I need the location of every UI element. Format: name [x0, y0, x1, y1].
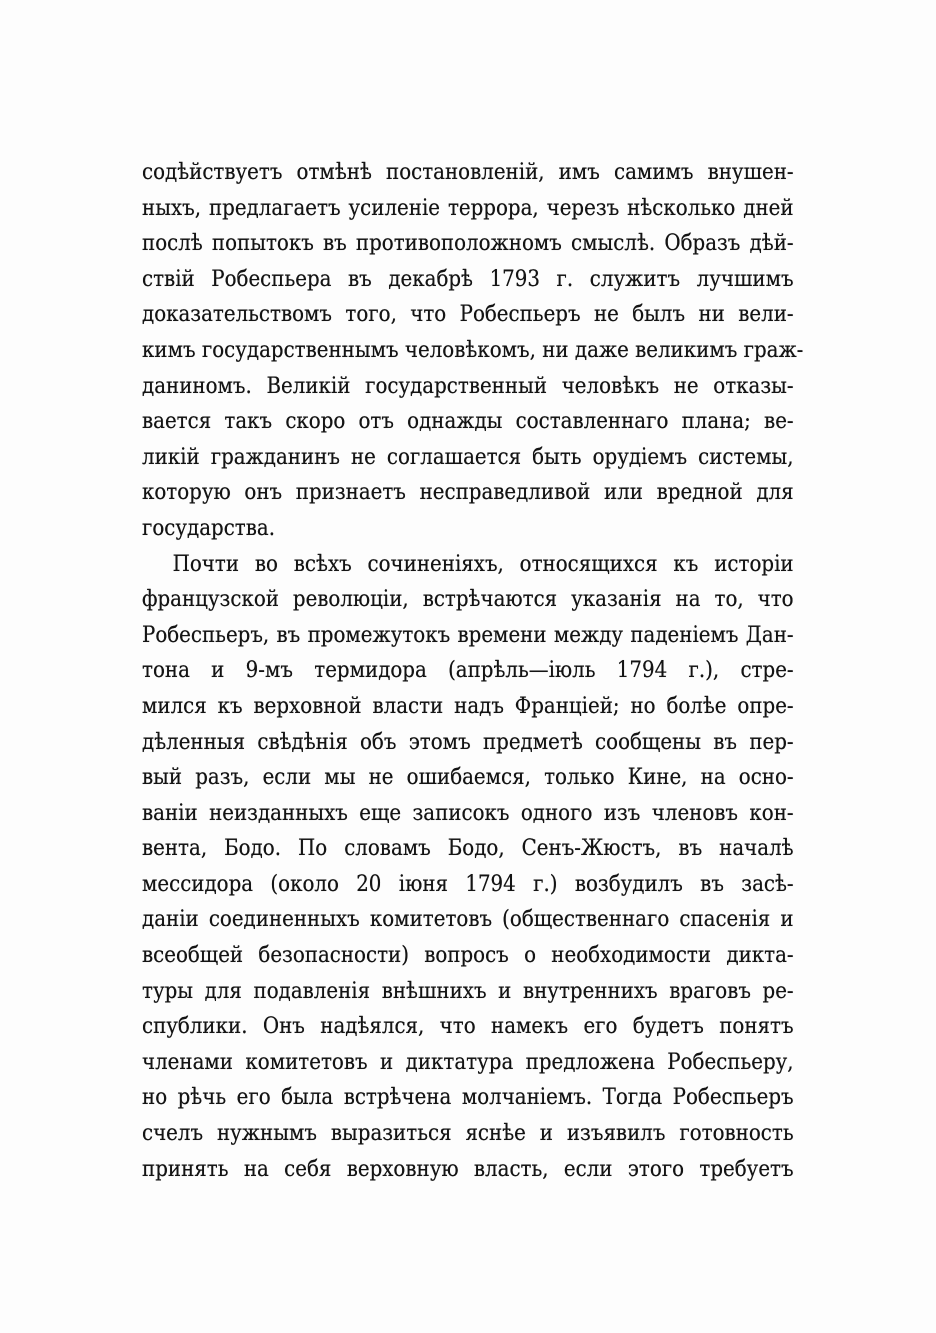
text-line: французской революціи, встрѣчаются указанія на то, что [142, 587, 794, 613]
text-line: вается такъ скоро отъ однажды составленнаго плана; ве- [142, 409, 794, 435]
text-line: послѣ попытокъ въ противоположномъ смыслѣ. Образъ дѣй- [142, 231, 794, 257]
text-line: вента, Бодо. По словамъ Бодо, Сенъ-Жюстъ, въ началѣ [142, 836, 794, 862]
page-text [142, 155, 804, 1187]
text-line: мессидора (около 20 іюня 1794 г.) возбудилъ въ засѣ- [142, 871, 794, 897]
text-line: счелъ нужнымъ выразиться яснѣе и изъявилъ готовность [142, 1121, 794, 1147]
text-line: принять на себя верховную власть, если этого требуетъ [142, 1156, 794, 1182]
text-line: содѣйствуетъ отмѣнѣ постановленій, имъ самимъ внушен- [142, 160, 794, 185]
text-line: туры для подавленія внѣшнихъ и внутреннихъ враговъ ре- [142, 978, 794, 1004]
text-line: ствій Робеспьера въ декабрѣ 1793 г. служитъ лучшимъ [142, 266, 794, 292]
paragraph-2 [142, 547, 794, 1188]
text-line: вый разъ, если мы не ошибаемся, только Кине, на осно- [142, 765, 794, 791]
text-line: Робеспьеръ, въ промежутокъ времени между паденіемъ Дан- [142, 622, 794, 648]
text-line: кимъ государственнымъ человѣкомъ, ни даже великимъ граж- [142, 337, 804, 363]
text-line: ликій гражданинъ не соглашается быть орудіемъ системы, [142, 444, 794, 470]
text-line: Почти во всѣхъ сочиненіяхъ, относящихся къ исторіи [172, 551, 794, 577]
text-line: тона и 9-мъ термидора (апрѣль—іюль 1794 г.), стре- [142, 658, 794, 684]
text-line: мился къ верховной власти надъ Франціей; но болѣе опре- [142, 693, 794, 719]
text-line: даніи соединенныхъ комитетовъ (общественнаго спасенія и [142, 907, 794, 933]
text-line: но рѣчь его была встрѣчена молчаніемъ. Тогда Робеспьеръ [142, 1085, 794, 1111]
text-line: ныхъ, предлагаетъ усиленіе террора, черезъ нѣсколько дней [142, 195, 794, 221]
text-line: ваніи неизданныхъ еще записокъ одного изъ членовъ кон- [142, 800, 794, 826]
text-line: которую онъ признаетъ несправедливой или вредной для [142, 480, 794, 506]
paragraph-1 [142, 155, 804, 547]
text-line: членами комитетовъ и диктатура предложена Робеспьеру, [142, 1049, 794, 1075]
text-line: спублики. Онъ надѣялся, что намекъ его будетъ понятъ [142, 1014, 794, 1040]
text-line: государства. [142, 515, 276, 541]
text-line: всеобщей безопасности) вопросъ о необходимости дикта- [142, 943, 794, 969]
text-line: дѣленныя свѣдѣнія объ этомъ предметѣ сообщены въ пер- [142, 729, 794, 755]
text-line: доказательствомъ того, что Робеспьеръ не былъ ни вели- [142, 302, 794, 328]
text-line: даниномъ. Великій государственный человѣкъ не отказы- [142, 373, 794, 399]
